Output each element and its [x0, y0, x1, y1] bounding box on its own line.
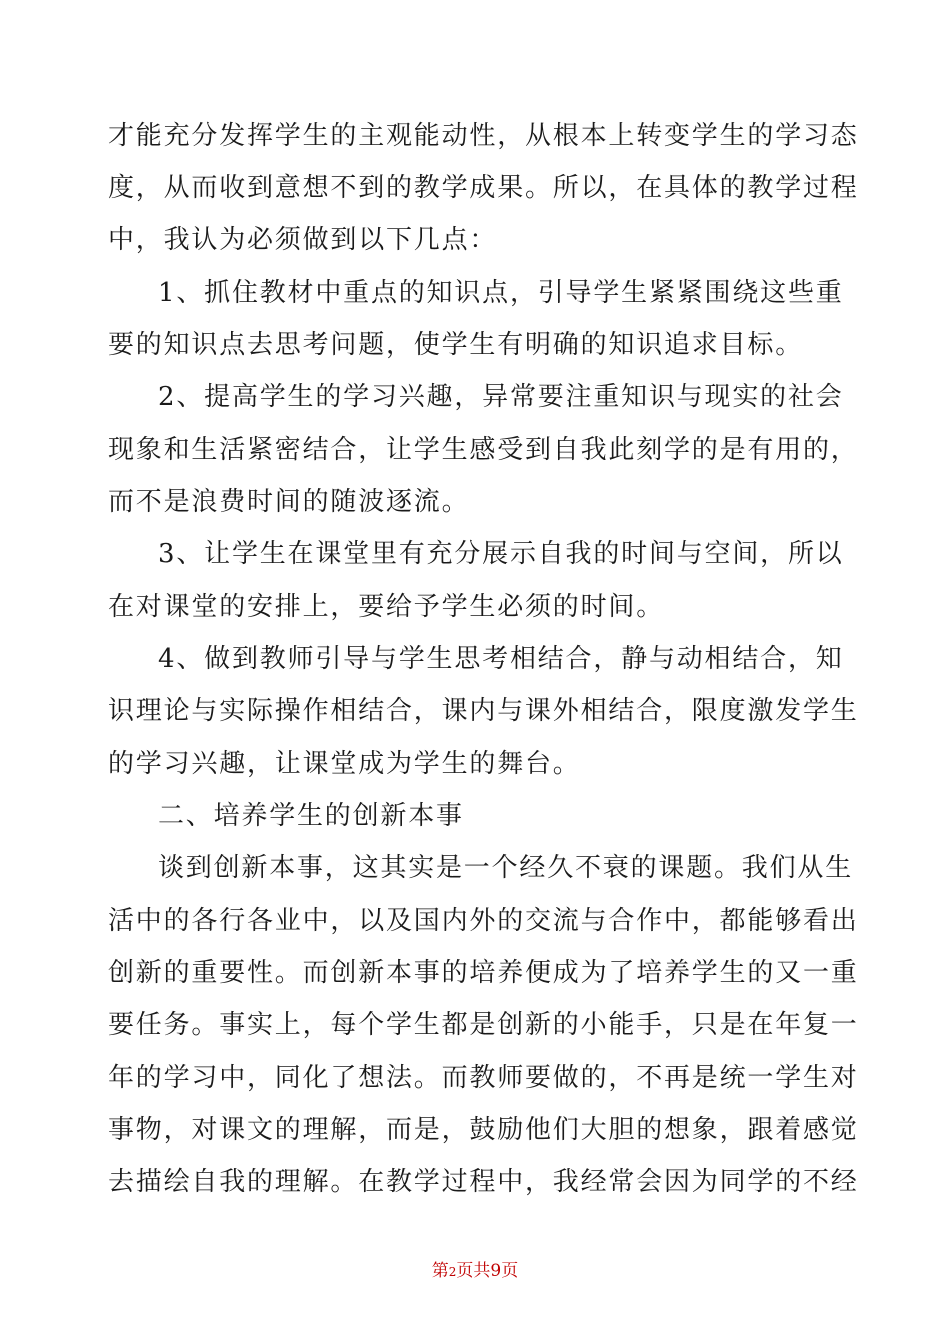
text-line: 谈到创新本事，这其实是一个经久不衰的课题。我们从生 [158, 853, 854, 883]
text-line: 识理论与实际操作相结合，课内与课外相结合，限度激发学生 [108, 696, 859, 726]
text-line: 中，我认为必须做到以下几点： [108, 225, 498, 255]
text-line: 1、抓住教材中重点的知识点，引导学生紧紧围绕这些重 [158, 278, 844, 308]
text-line: 3、让学生在课堂里有充分展示自我的时间与空间，所以 [158, 539, 844, 569]
section-heading: 二、培养学生的创新本事 [158, 801, 464, 831]
footer-prefix: 第 [431, 1261, 449, 1281]
text-line: 事物，对课文的理解，而是，鼓励他们大胆的想象，跟着感觉 [108, 1115, 859, 1145]
text-line: 年的学习中，同化了想法。而教师要做的，不再是统一学生对 [108, 1063, 859, 1093]
text-line: 的学习兴趣，让课堂成为学生的舞台。 [108, 749, 581, 779]
text-line: 去描绘自我的理解。在教学过程中，我经常会因为同学的不经 [108, 1167, 859, 1197]
text-line: 4、做到教师引导与学生思考相结合，静与动相结合，知 [158, 644, 844, 674]
page-footer [0, 1256, 950, 1286]
text-line: 在对课堂的安排上，要给予学生必须的时间。 [108, 592, 665, 622]
text-line: 2、提高学生的学习兴趣，异常要注重知识与现实的社会 [158, 382, 844, 412]
text-line: 要的知识点去思考问题，使学生有明确的知识追求目标。 [108, 330, 804, 360]
text-line: 现象和生活紧密结合，让学生感受到自我此刻学的是有用的， [108, 435, 859, 465]
text-line: 而不是浪费时间的随波逐流。 [108, 487, 470, 517]
text-line: 度，从而收到意想不到的教学成果。所以，在具体的教学过程 [108, 173, 859, 203]
footer-suffix: 页 [501, 1261, 519, 1281]
footer-total-pages: 9 [490, 1261, 502, 1281]
footer-page-number: 2 [448, 1265, 457, 1279]
text-line: 才能充分发挥学生的主观能动性，从根本上转变学生的学习态 [108, 121, 859, 151]
footer-middle: 页共 [456, 1261, 491, 1281]
text-line: 要任务。事实上，每个学生都是创新的小能手，只是在年复一 [108, 1010, 859, 1040]
text-line: 活中的各行各业中，以及国内外的交流与合作中，都能够看出 [108, 906, 859, 936]
text-line: 创新的重要性。而创新本事的培养便成为了培养学生的又一重 [108, 958, 859, 988]
